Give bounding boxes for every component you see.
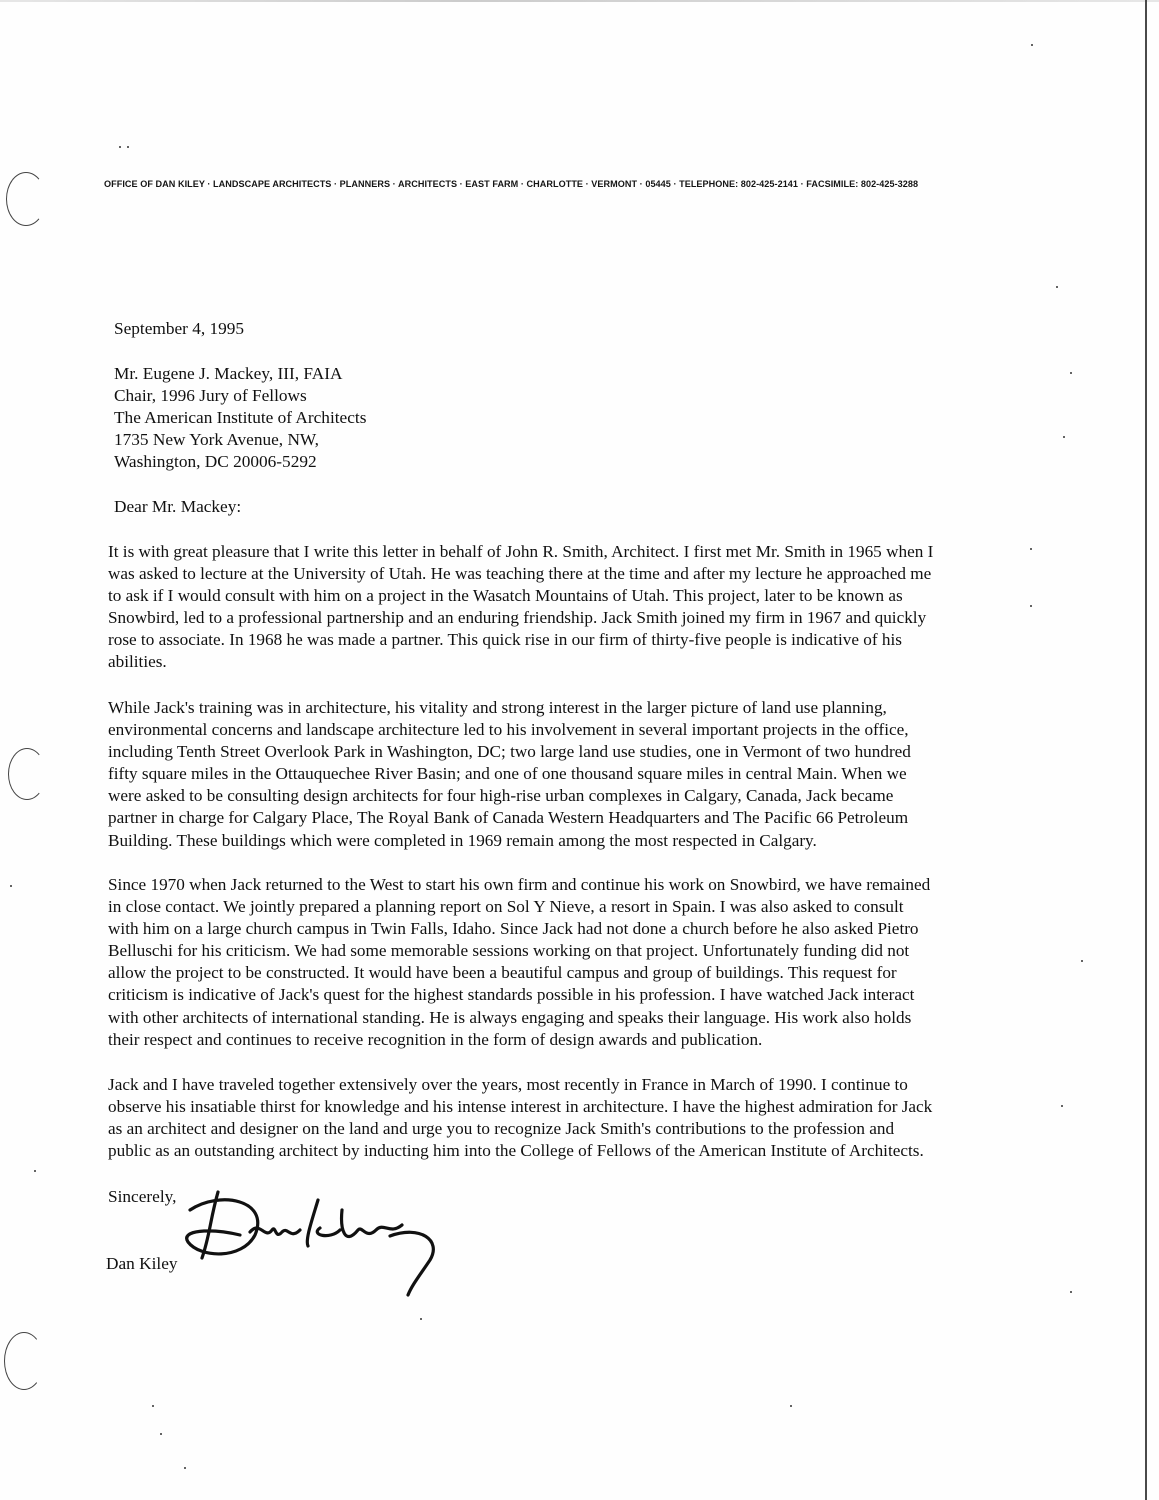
speck: [1070, 372, 1072, 374]
closing: Sincerely,: [108, 1187, 177, 1206]
speck: [1030, 548, 1032, 550]
paragraph-line: Jack and I have traveled together extensively over the years, most recently in France in March of 1990. I continue to: [108, 1075, 908, 1094]
speck: [1063, 436, 1065, 438]
scan-top-edge: [0, 0, 1159, 2]
letterhead: OFFICE OF DAN KILEY · LANDSCAPE ARCHITECTS · PLANNERS · ARCHITECTS · EAST FARM · CHARLOTTE · VERMONT · 05445 · TELEPHONE: 802-425-2141 · FACSIMILE: 802-425-3288: [104, 179, 919, 189]
paragraph-line: were asked to be consulting design architects for four high-rise urban complexes in Calgary, Canada, Jack became: [108, 786, 894, 806]
paragraph-line: observe his insatiable thirst for knowledge and his intense interest in architecture. I have the highest admiration for Jack: [108, 1097, 933, 1117]
punch-hole-top: [6, 172, 46, 226]
body-paragraph-3: [108, 874, 1008, 1051]
speck: [127, 146, 129, 148]
body-paragraph-1: [108, 541, 1008, 674]
punch-hole-bottom: [4, 1332, 44, 1390]
paragraph-line: partner in charge for Calgary Place, The Royal Bank of Canada Western Headquarters and The Pacific 66 Petroleum: [108, 808, 909, 828]
speck: [10, 885, 12, 887]
recipient-line: 1735 New York Avenue, NW,: [114, 430, 319, 449]
paragraph-line: It is with great pleasure that I write this letter in behalf of John R. Smith, Architect. I first met Mr. Smith in 1965 when I: [108, 542, 934, 561]
speck: [790, 1405, 792, 1407]
paragraph-line: including Tenth Street Overlook Park in Washington, DC; two large land use studies, one in Vermont of two hundred: [108, 742, 911, 762]
paragraph-line: as an architect and designer on the land and urge you to recognize Jack Smith's contributions to the profession and: [108, 1119, 895, 1139]
body-paragraph-2: [108, 697, 1008, 852]
scan-right-edge: [1145, 0, 1147, 1500]
paragraph-line: Snowbird, led to a professional partnership and an enduring friendship. Jack Smith joined my firm in 1967 and quickly: [108, 608, 927, 628]
speck: [152, 1405, 154, 1407]
paragraph-line: While Jack's training was in architecture, his vitality and strong interest in the larger picture of land use planning,: [108, 698, 887, 717]
paragraph-line: environmental concerns and landscape architecture led to his involvement in several important projects in the office,: [108, 720, 909, 740]
speck: [160, 1433, 162, 1435]
speck: [119, 146, 121, 148]
paragraph-line: criticism is indicative of Jack's quest for the highest standards possible in his profession. I have watched Jack interact: [108, 985, 915, 1005]
signer-name: Dan Kiley: [106, 1254, 178, 1273]
paragraph-line: Belluschi for his criticism. We had some memorable sessions working on that project. Unfortunately funding did not: [108, 941, 910, 961]
speck: [184, 1467, 186, 1469]
recipient-line: Chair, 1996 Jury of Fellows: [114, 386, 307, 405]
speck: [34, 1170, 36, 1172]
salutation: Dear Mr. Mackey:: [114, 497, 242, 516]
handwritten-signature: [180, 1180, 450, 1300]
speck: [1070, 1291, 1072, 1293]
paragraph-line: to ask if I would consult with him on a project in the Wasatch Mountains of Utah. This project, later to be known as: [108, 586, 903, 606]
paragraph-line: their respect and continues to receive recognition in the form of design awards and publication.: [108, 1029, 763, 1049]
paragraph-line: fifty square miles in the Ottauquechee River Basin; and one of one thousand square miles in central Main. When we: [108, 764, 907, 784]
speck: [1081, 960, 1083, 962]
recipient-line: Washington, DC 20006-5292: [114, 452, 317, 471]
speck: [1031, 44, 1033, 46]
speck: [420, 1318, 422, 1320]
paragraph-line: in close contact. We jointly prepared a planning report on Sol Y Nieve, a resort in Spain. I was also asked to consult: [108, 897, 904, 917]
paragraph-line: Since 1970 when Jack returned to the West to start his own firm and continue his work on Snowbird, we have remained: [108, 875, 931, 894]
paragraph-line: was asked to lecture at the University of Utah. He was teaching there at the time and after my lecture he approached me: [108, 564, 932, 584]
letter-date: September 4, 1995: [114, 319, 245, 338]
recipient-line: Mr. Eugene J. Mackey, III, FAIA: [114, 364, 343, 383]
paragraph-line: abilities.: [108, 652, 167, 672]
recipient-line: The American Institute of Architects: [114, 408, 367, 427]
punch-hole-middle: [8, 748, 46, 800]
paragraph-line: allow the project to be constructed. It would have been a beautiful campus and group of buildings. This request for: [108, 963, 897, 983]
paragraph-line: with him on a large church campus in Twin Falls, Idaho. Since Jack had not done a church before he also asked Pietro: [108, 919, 919, 939]
speck: [1061, 1105, 1063, 1107]
paragraph-line: Building. These buildings which were completed in 1969 remain among the most respected in Calgary.: [108, 830, 817, 850]
paragraph-line: with other architects of international standing. He is always engaging and speaks their language. His work also holds: [108, 1007, 912, 1027]
speck: [1030, 605, 1032, 607]
paragraph-line: public as an outstanding architect by inducting him into the College of Fellows of the American Institute of Architects.: [108, 1141, 924, 1161]
body-paragraph-4: [108, 1074, 1008, 1162]
paragraph-line: rose to associate. In 1968 he was made a partner. This quick rise in our firm of thirty-five people is indicative of his: [108, 630, 902, 650]
speck: [1056, 286, 1058, 288]
